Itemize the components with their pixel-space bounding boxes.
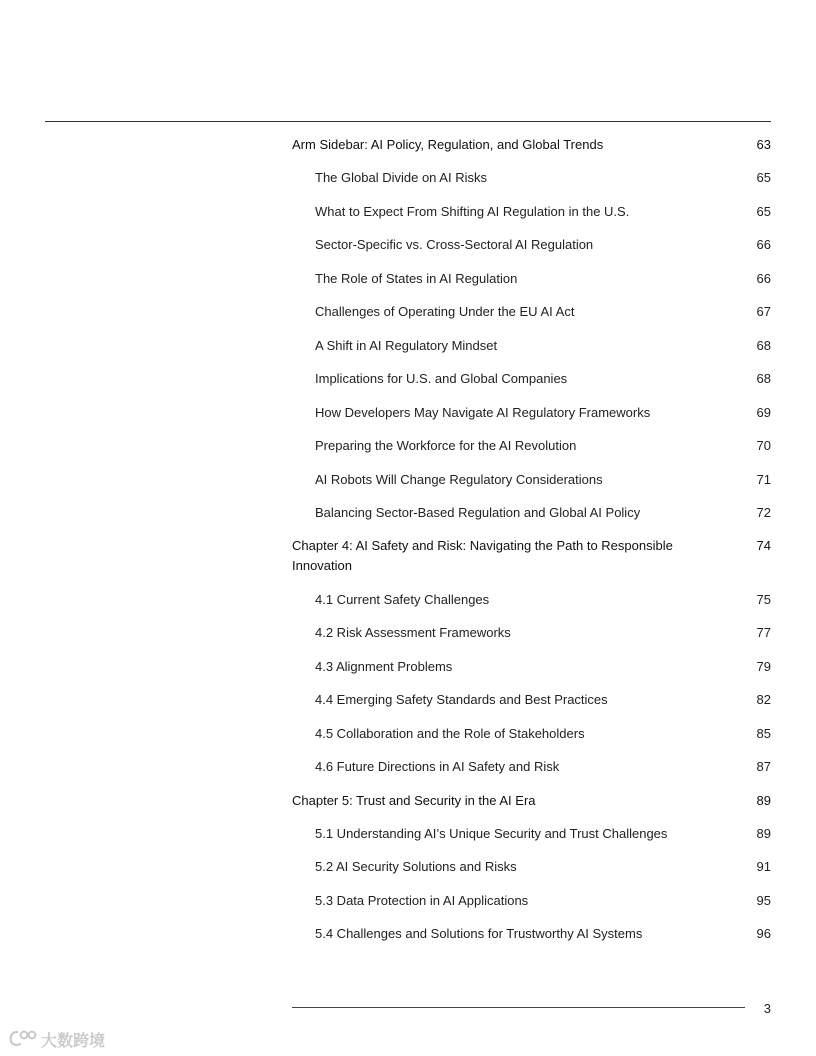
toc-subsection-entry[interactable]	[292, 623, 771, 643]
toc-entry-title: Challenges of Operating Under the EU AI Act	[315, 304, 575, 320]
toc-entry-page: 71	[756, 471, 771, 487]
toc-entry-title: 4.6 Future Directions in AI Safety and Risk	[315, 759, 560, 775]
toc-subsection-entry[interactable]	[292, 757, 771, 777]
toc-entry-page: 69	[756, 404, 771, 420]
toc-subsection-entry[interactable]	[292, 302, 771, 322]
toc-entry-page: 70	[756, 438, 771, 454]
toc-entry-title: 4.1 Current Safety Challenges	[315, 591, 490, 607]
toc-entry-title: Preparing the Workforce for the AI Revolution	[315, 438, 577, 454]
toc-entry-title: 5.4 Challenges and Solutions for Trustworthy AI Systems	[315, 926, 643, 942]
toc-subsection-entry[interactable]	[292, 336, 771, 356]
toc-entry-page: 66	[756, 237, 771, 253]
toc-entry-title: 4.5 Collaboration and the Role of Stakeholders	[315, 725, 585, 741]
toc-subsection-entry[interactable]	[292, 369, 771, 389]
toc-entry-page: 63	[756, 137, 771, 152]
watermark-logo-icon	[8, 1029, 38, 1049]
toc-entry-title: Chapter 4: AI Safety and Risk: Navigating the Path to Responsible Innovation	[292, 538, 673, 574]
toc-subsection-entry[interactable]	[292, 503, 771, 523]
footer-divider	[292, 1007, 745, 1008]
toc-subsection-entry[interactable]	[292, 235, 771, 255]
toc-entry-page: 89	[756, 792, 771, 808]
toc-subsection-entry[interactable]	[292, 824, 771, 844]
toc-entry-page: 67	[756, 304, 771, 320]
toc-subsection-entry[interactable]	[292, 724, 771, 744]
toc-subsection-entry[interactable]	[292, 857, 771, 877]
toc-entry-title: The Global Divide on AI Risks	[315, 170, 487, 186]
toc-entry-page: 87	[756, 759, 771, 775]
top-divider	[45, 121, 771, 122]
toc-subsection-entry[interactable]	[292, 891, 771, 911]
toc-entry-page: 85	[756, 725, 771, 741]
toc-entry-title: What to Expect From Shifting AI Regulation in the U.S.	[315, 203, 630, 219]
watermark-text: 大数跨境	[41, 1032, 106, 1050]
toc-section-entry[interactable]	[292, 791, 771, 811]
toc-entry-title: Sector-Specific vs. Cross-Sectoral AI Regulation	[315, 237, 594, 253]
toc-entry-title: 4.3 Alignment Problems	[315, 658, 453, 674]
toc-entry-title: The Role of States in AI Regulation	[315, 270, 518, 286]
toc-entry-title: 5.2 AI Security Solutions and Risks	[315, 859, 517, 875]
toc-entry-title: Arm Sidebar: AI Policy, Regulation, and Global Trends	[292, 137, 604, 152]
watermark	[8, 1028, 105, 1050]
toc-entry-title: 5.3 Data Protection in AI Applications	[315, 892, 529, 908]
toc-section-entry[interactable]	[292, 536, 771, 576]
toc-entry-page: 66	[756, 270, 771, 286]
toc-subsection-entry[interactable]	[292, 924, 771, 944]
toc-entry-page: 65	[756, 203, 771, 219]
toc-entry-page: 96	[756, 926, 771, 942]
toc-entry-title: How Developers May Navigate AI Regulatory Frameworks	[315, 404, 651, 420]
toc-subsection-entry[interactable]	[292, 168, 771, 188]
toc-subsection-entry[interactable]	[292, 657, 771, 677]
toc-entry-title: AI Robots Will Change Regulatory Considerations	[315, 471, 603, 487]
toc-entry-title: 4.4 Emerging Safety Standards and Best Practices	[315, 692, 608, 708]
toc-entry-title: Implications for U.S. and Global Companies	[315, 371, 568, 387]
toc-subsection-entry[interactable]	[292, 590, 771, 610]
toc-subsection-entry[interactable]	[292, 403, 771, 423]
toc-entry-page: 72	[756, 504, 771, 520]
toc-entry-page: 74	[756, 538, 771, 554]
toc-subsection-entry[interactable]	[292, 436, 771, 456]
toc-section-entry[interactable]	[292, 135, 771, 155]
toc-entry-page: 91	[756, 859, 771, 875]
toc-entry-page: 68	[756, 371, 771, 387]
toc-entry-title: Balancing Sector-Based Regulation and Global AI Policy	[315, 504, 641, 520]
toc-entry-title: 4.2 Risk Assessment Frameworks	[315, 625, 511, 641]
page-number: 3	[763, 1001, 771, 1016]
toc-entry-page: 65	[756, 170, 771, 186]
toc-entry-title: Chapter 5: Trust and Security in the AI Era	[292, 792, 536, 808]
toc-subsection-entry[interactable]	[292, 202, 771, 222]
toc-entry-page: 95	[756, 892, 771, 908]
toc-entry-title: 5.1 Understanding AI’s Unique Security and Trust Challenges	[315, 826, 668, 841]
toc-entry-title: A Shift in AI Regulatory Mindset	[315, 337, 498, 353]
toc-subsection-entry[interactable]	[292, 470, 771, 490]
toc-subsection-entry[interactable]	[292, 269, 771, 289]
toc-entry-page: 77	[756, 625, 771, 641]
toc-subsection-entry[interactable]	[292, 690, 771, 710]
toc-entry-page: 75	[756, 591, 771, 607]
toc-entry-page: 79	[756, 658, 771, 674]
toc-entry-page: 68	[756, 337, 771, 353]
toc-entry-page: 89	[756, 826, 771, 841]
toc-entry-page: 82	[756, 692, 771, 708]
